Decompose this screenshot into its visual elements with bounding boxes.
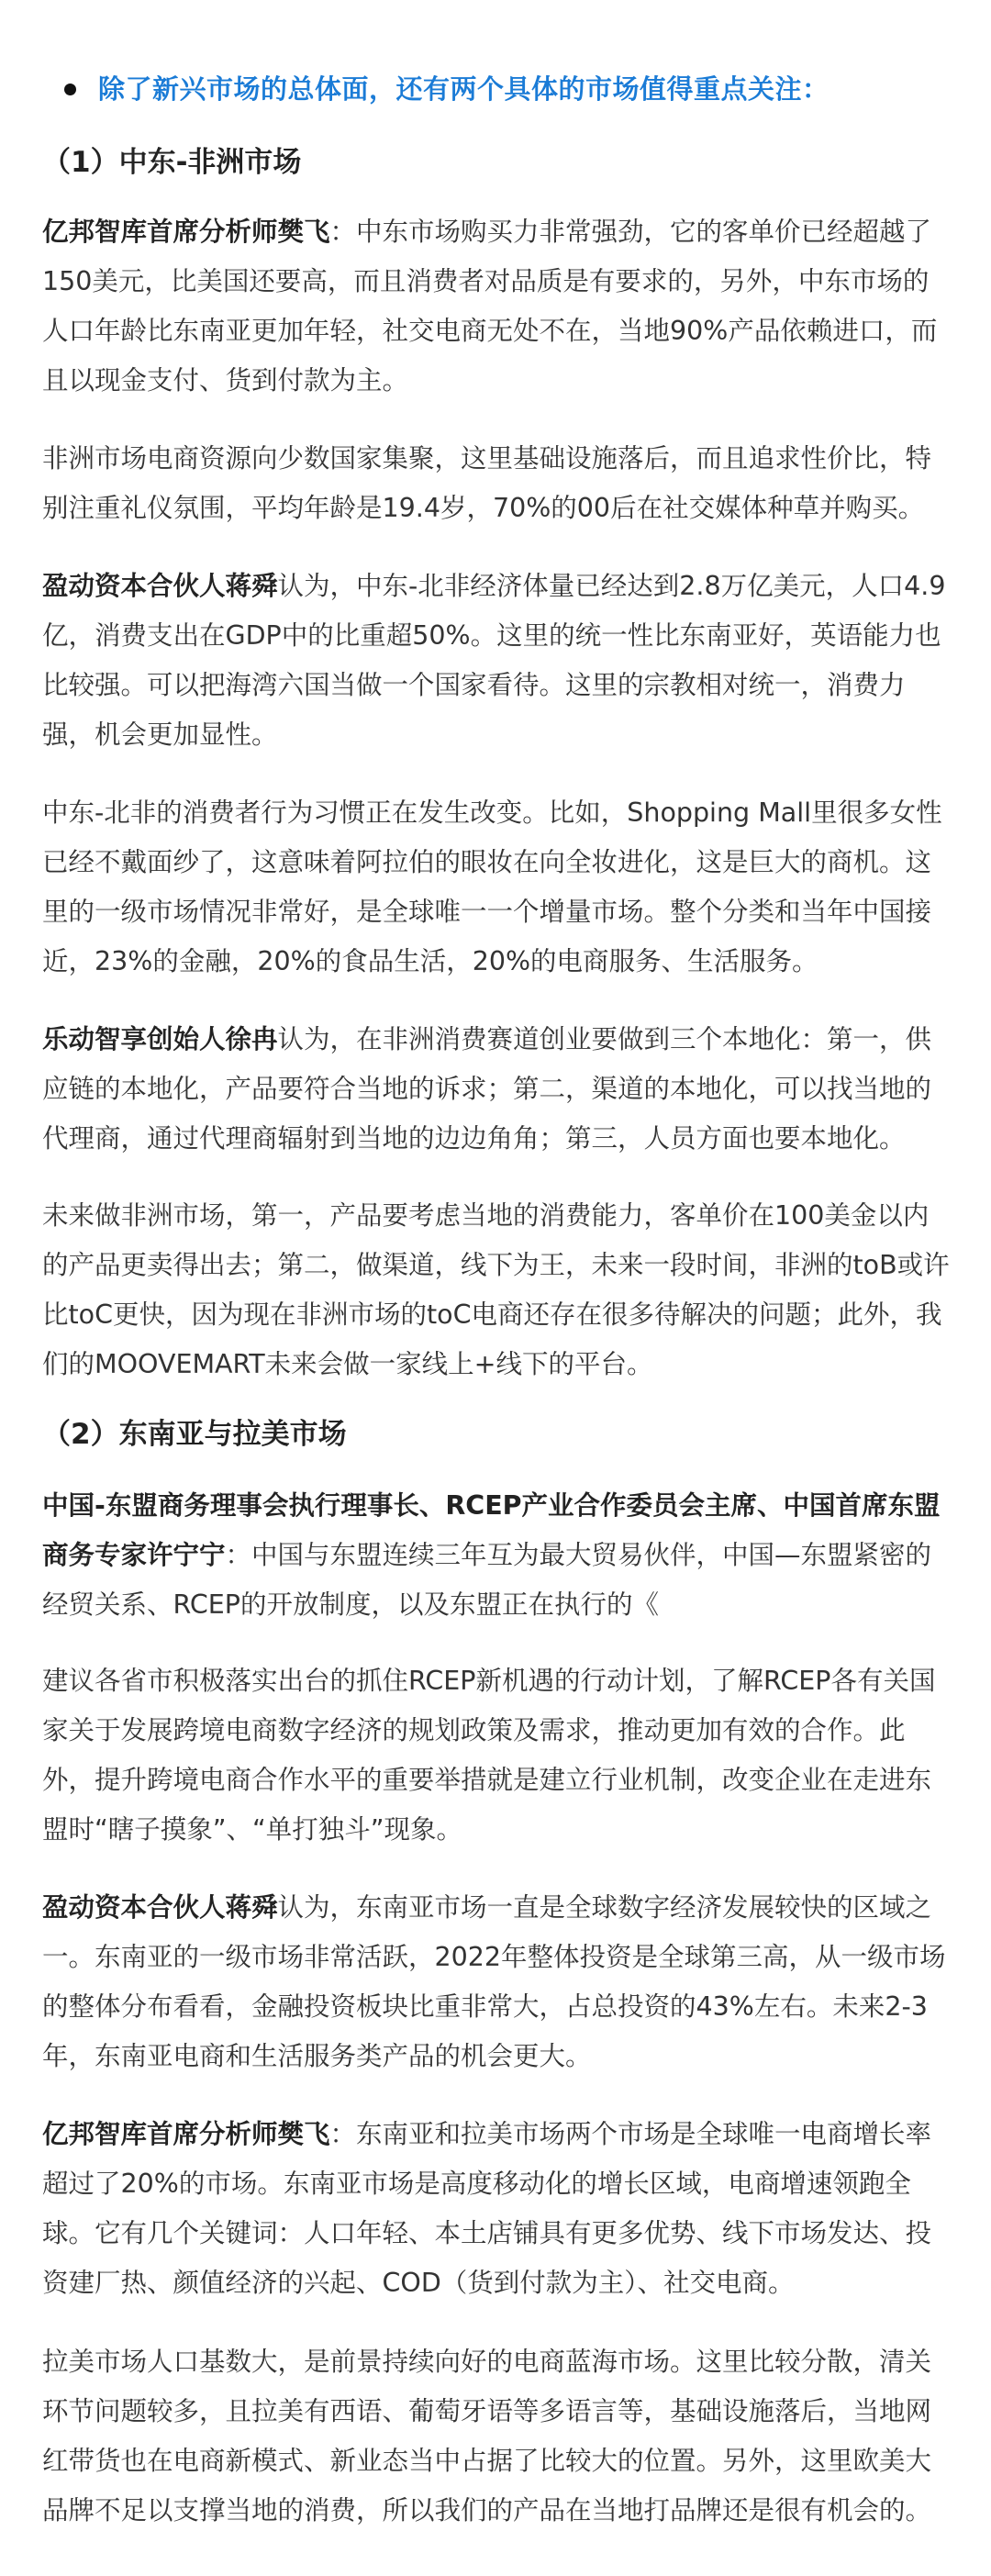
paragraph — [42, 1481, 954, 1630]
section-heading-southeast-asia-latam: （2）东南亚与拉美市场 — [42, 1418, 347, 1451]
paragraph-text: 未来做非洲市场，第一，产品要考虑当地的消费能力，客单价在100美金以内的产品更卖得出去；第二，做渠道，线下为王，未来一段时间，非洲的toB或许比toC更快，因为现在非洲市场的toC电商还存在很多待解决的问题；此外，我们的MOOVEMART未来会做一家线上+线下的平台。 — [42, 1200, 950, 1379]
speaker-name: 中国-东盟商务理事会执行理事长、RCEP产业合作委员会主席、中国首席东盟商务专家许宁宁 — [42, 1490, 941, 1570]
paragraph-text: 建议各省市积极落实出台的抓住RCEP新机遇的行动计划，了解RCEP各有关国家关于发展跨境电商数字经济的规划政策及需求，推动更加有效的合作。此外，提升跨境电商合作水平的重要举措就是建立行业机制，改变企业在走进东盟时“瞎子摸象”、“单打独斗”现象。 — [42, 1666, 936, 1845]
paragraph — [42, 434, 954, 533]
bullet-dot-icon — [64, 84, 76, 95]
intro-bullet-text: 除了新兴市场的总体面，还有两个具体的市场值得重点关注： — [98, 73, 830, 105]
paragraph — [42, 2337, 954, 2536]
paragraph-text: ：中国与东盟连续三年互为最大贸易伙伴，中国—东盟紧密的经贸关系、RCEP的开放制度，以及东盟正在执行的《 — [42, 1540, 932, 1620]
speaker-name: 乐动智享创始人徐冉 — [42, 1024, 278, 1054]
paragraph — [42, 1656, 954, 1855]
intro-bullet — [64, 64, 954, 114]
paragraph — [42, 562, 954, 760]
paragraph — [42, 788, 954, 987]
paragraph — [42, 207, 954, 406]
paragraph — [42, 1191, 954, 1389]
section-heading-middle-east-africa: （1）中东-非洲市场 — [42, 146, 302, 179]
paragraph — [42, 1883, 954, 2081]
speaker-name: 盈动资本合伙人蒋舜 — [42, 1892, 278, 1923]
paragraph-text: 认为，在非洲消费赛道创业要做到三个本地化：第一，供应链的本地化，产品要符合当地的诉求；第二，渠道的本地化，可以找当地的代理商，通过代理商辐射到当地的边边角角；第三，人员方面也要本地化。 — [42, 1024, 932, 1154]
paragraph-text: 认为，东南亚市场一直是全球数字经济发展较快的区域之一。东南亚的一级市场非常活跃，2022年整体投资是全球第三高，从一级市场的整体分布看看，金融投资板块比重非常大，占总投资的43%左右。未来2-3年，东南亚电商和生活服务类产品的机会更大。 — [42, 1892, 946, 2071]
speaker-name: 亿邦智库首席分析师樊飞 — [42, 217, 330, 247]
paragraph-text: ：中东市场购买力非常强劲，它的客单价已经超越了150美元，比美国还要高，而且消费者对品质是有要求的，另外，中东市场的人口年龄比东南亚更加年轻，社交电商无处不在，当地90%产品依赖进口，而且以现金支付、货到付款为主。 — [42, 217, 938, 396]
paragraph-text: 认为，中东-北非经济体量已经达到2.8万亿美元，人口4.9亿，消费支出在GDP中的比重超50%。这里的统一性比东南亚好，英语能力也比较强。可以把海湾六国当做一个国家看待。这里的宗教相对统一，消费力强，机会更加显性。 — [42, 571, 946, 750]
paragraph-text: 非洲市场电商资源向少数国家集聚，这里基础设施落后，而且追求性价比，特别注重礼仪氛围，平均年龄是19.4岁，70%的00后在社交媒体种草并购买。 — [42, 443, 932, 523]
paragraph — [42, 2110, 954, 2308]
paragraph-text: 拉美市场人口基数大，是前景持续向好的电商蓝海市场。这里比较分散，清关环节问题较多，且拉美有西语、葡萄牙语等多语言等，基础设施落后，当地网红带货也在电商新模式、新业态当中占据了比较大的位置。另外，这里欧美大品牌不足以支撑当地的消费，所以我们的产品在当地打品牌还是很有机会的。 — [42, 2347, 932, 2526]
paragraph-text: 中东-北非的消费者行为习惯正在发生改变。比如，Shopping Mall里很多女性已经不戴面纱了，这意味着阿拉伯的眼妆在向全妆进化，这是巨大的商机。这里的一级市场情况非常好，是全球唯一一个增量市场。整个分类和当年中国接近，23%的金融，20%的食品生活，20%的电商服务、生活服务。 — [42, 797, 942, 976]
speaker-name: 盈动资本合伙人蒋舜 — [42, 571, 278, 601]
speaker-name: 亿邦智库首席分析师樊飞 — [42, 2119, 330, 2149]
paragraph-text: ：东南亚和拉美市场两个市场是全球唯一电商增长率超过了20%的市场。东南亚市场是高度移动化的增长区域，电商增速领跑全球。它有几个关键词：人口年轻、本土店铺具有更多优势、线下市场发达、投资建厂热、颜值经济的兴起、COD（货到付款为主）、社交电商。 — [42, 2119, 932, 2298]
paragraph — [42, 1015, 954, 1164]
